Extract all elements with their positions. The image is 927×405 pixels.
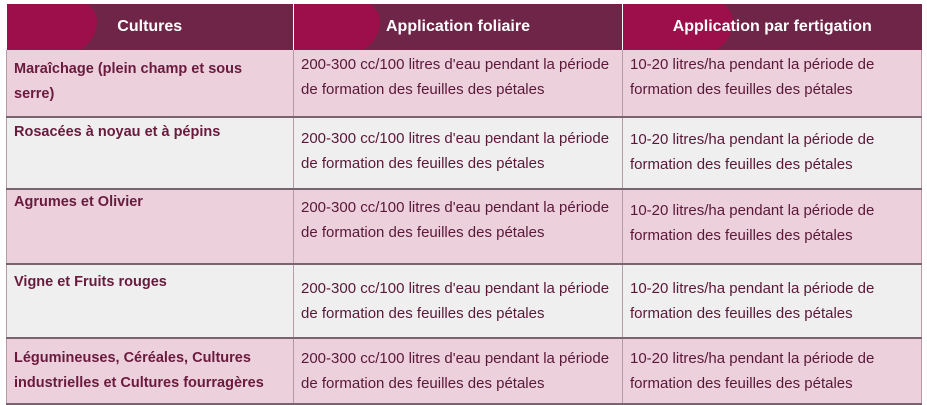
table-row [7, 50, 922, 117]
culture-cell: Rosacées à noyau et à pépins [7, 117, 294, 189]
culture-cell: Légumineuses, Céréales, Cultures industrielles et Cultures fourragères [7, 338, 294, 404]
header-application-fertigation: Application par fertigation [623, 4, 922, 50]
application-table [6, 4, 922, 405]
table-row [7, 338, 922, 404]
culture-cell: Vigne et Fruits rouges [7, 264, 294, 338]
header-accent-shape [7, 4, 97, 50]
foliaire-cell: 200-300 cc/100 litres d'eau pendant la période de formation des feuilles des pétales [294, 264, 623, 338]
fertigation-cell: 10-20 litres/ha pendant la période de formation des feuilles des pétales [623, 117, 922, 189]
fertigation-cell: 10-20 litres/ha pendant la période de formation des feuilles des pétales [623, 50, 922, 117]
culture-cell: Agrumes et Olivier [7, 189, 294, 264]
table-row [7, 264, 922, 338]
table-row [7, 189, 922, 264]
application-table-container [6, 4, 921, 405]
fertigation-cell: 10-20 litres/ha pendant la période de formation des feuilles des pétales [623, 189, 922, 264]
foliaire-cell: 200-300 cc/100 litres d'eau pendant la période de formation des feuilles des pétales [294, 338, 623, 404]
table-row [7, 117, 922, 189]
foliaire-cell: 200-300 cc/100 litres d'eau pendant la période de formation des feuilles des pétales [294, 117, 623, 189]
culture-cell: Maraîchage (plein champ et sous serre) [7, 50, 294, 117]
fertigation-cell: 10-20 litres/ha pendant la période de formation des feuilles des pétales [623, 264, 922, 338]
header-application-foliaire: Application foliaire [294, 4, 623, 50]
header-cultures: Cultures [7, 4, 294, 50]
foliaire-cell: 200-300 cc/100 litres d'eau pendant la période de formation des feuilles des pétales [294, 189, 623, 264]
foliaire-cell: 200-300 cc/100 litres d'eau pendant la période de formation des feuilles des pétales [294, 50, 623, 117]
header-accent-shape [294, 4, 380, 50]
table-header-row [7, 4, 922, 50]
fertigation-cell: 10-20 litres/ha pendant la période de formation des feuilles des pétales [623, 338, 922, 404]
